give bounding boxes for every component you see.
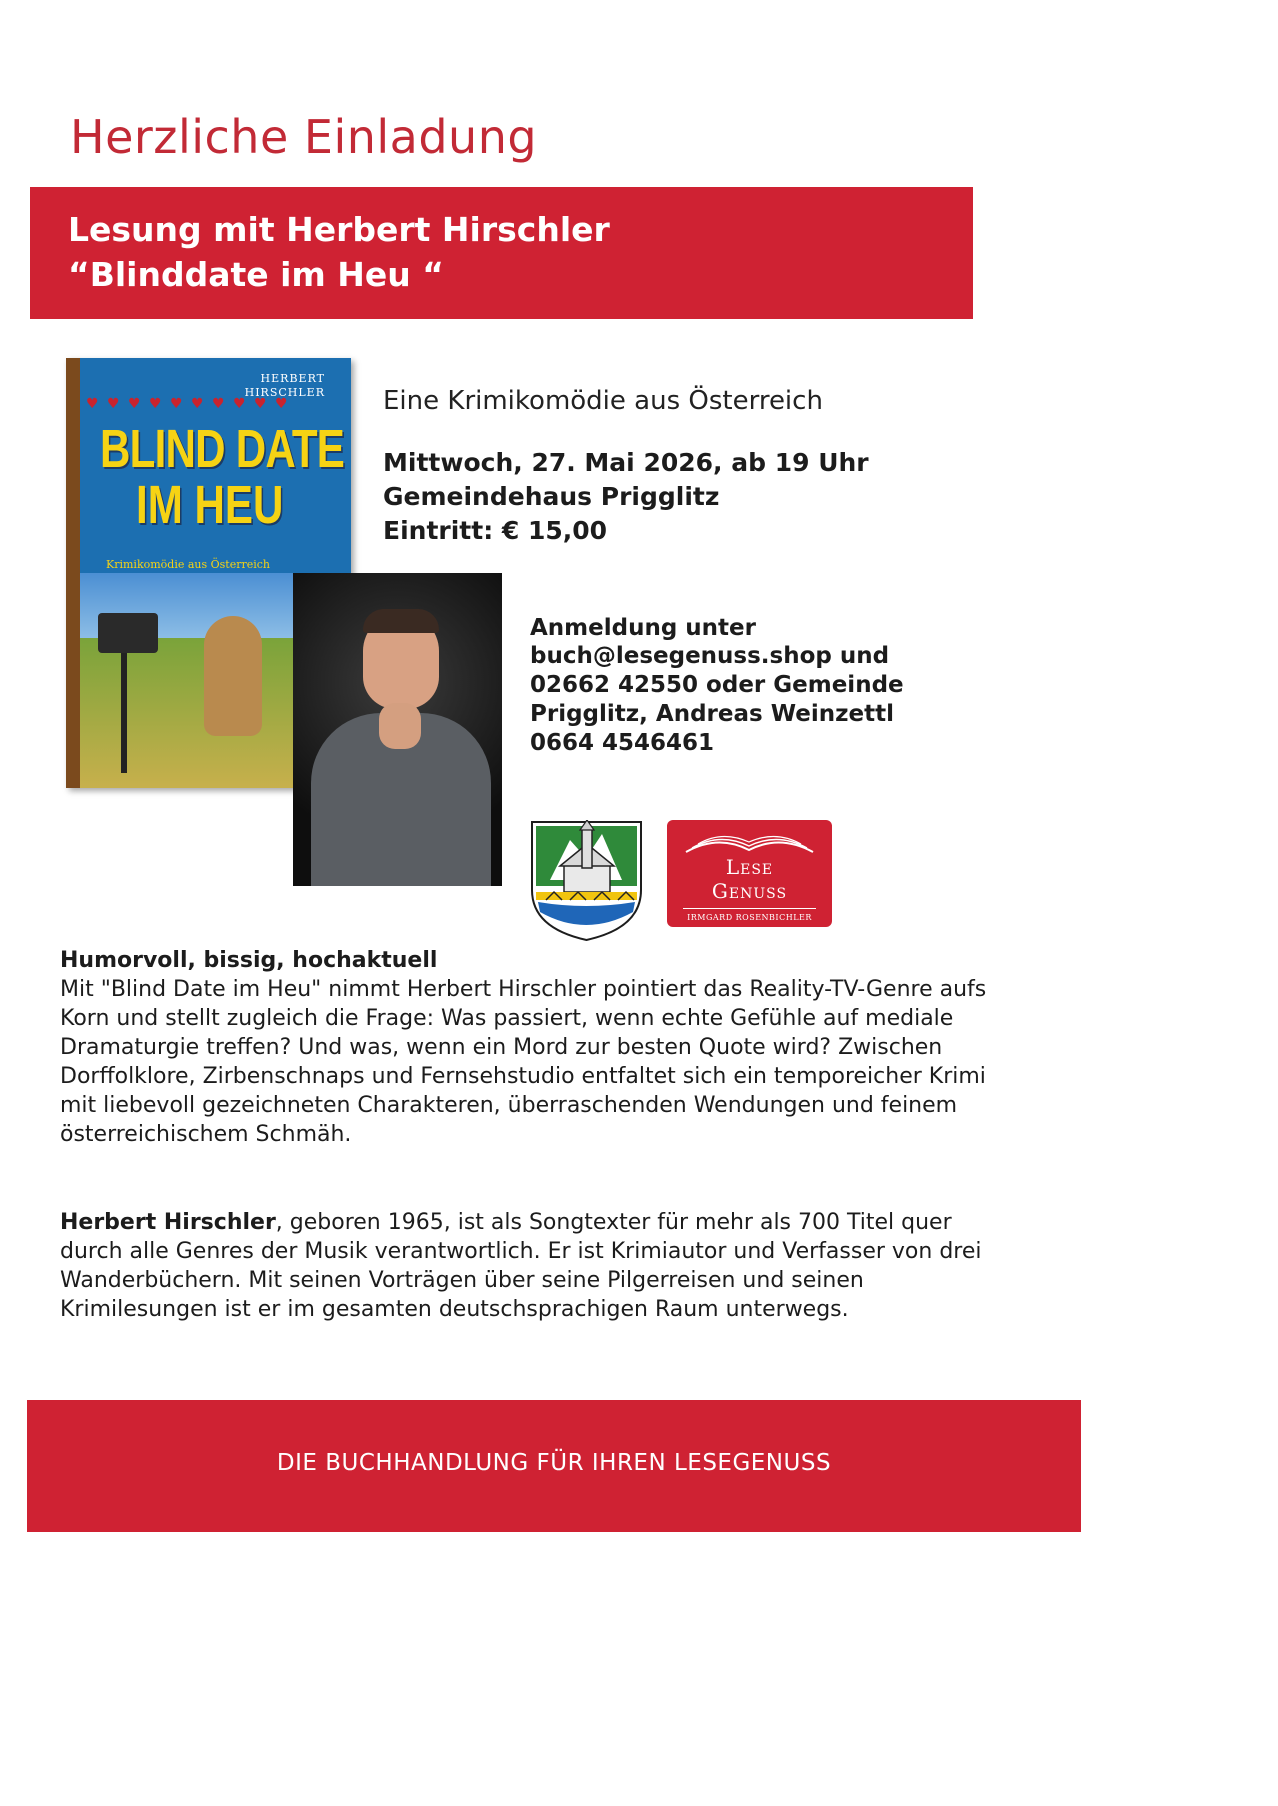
registration-line-4: Prigglitz, Andreas Weinzettl — [530, 701, 894, 727]
cover-author-first: HERBERT — [260, 372, 325, 385]
cover-cow — [204, 616, 262, 736]
cover-camera — [98, 613, 158, 653]
cover-subtitle: Krimikomödie aus Österreich — [106, 558, 271, 571]
portrait-hair — [363, 609, 439, 633]
banner-line-1: Lesung mit Herbert Hirschler — [68, 210, 610, 249]
pitch-heading: Humorvoll, bissig, hochaktuell — [60, 948, 438, 973]
event-fee: Eintritt: € 15,00 — [383, 516, 608, 545]
logo-word-lese-text: Lese — [725, 855, 774, 879]
bio-author-name: Herbert Hirschler — [60, 1210, 276, 1235]
banner-line-2: “Blinddate im Heu “ — [68, 255, 444, 294]
logo-divider — [683, 908, 816, 909]
cover-title-line-2: IM HEU — [136, 475, 284, 535]
logo-owner: IRMGARD ROSENBICHLER — [687, 913, 812, 922]
bio-text: , geboren 1965, ist als Songtexter für mehr als 700 Titel quer durch alle Genres der Musik verantwortlich. Er ist Krimiautor und Verfasser von drei Wanderbüchern. Mit seinen Vorträgen über seine Pilgerreisen und seinen Krimilesungen ist er im gesamten deutschsprachigen Raum unterwegs. — [60, 1210, 982, 1322]
registration-line-1: Anmeldung unter — [530, 615, 756, 641]
cover-title-line-1: BLIND DATE — [100, 419, 345, 479]
event-venue: Gemeindehaus Prigglitz — [383, 482, 720, 511]
portrait-hand — [379, 703, 421, 749]
municipality-crest-icon — [530, 820, 643, 942]
registration-line-3: 02662 42550 oder Gemeinde — [530, 672, 904, 698]
event-date: Mittwoch, 27. Mai 2026, ab 19 Uhr — [383, 448, 869, 477]
cover-author-last: HIRSCHLER — [244, 386, 325, 399]
pitch-paragraph: Mit "Blind Date im Heu" nimmt Herbert Hirschler pointiert das Reality-TV-Genre aufs Korn und stellt zugleich die Frage: Was passiert, wenn echte Gefühle auf mediale Dramaturgie treffen? Und was, wenn ein Mord zur besten Quote wird? Zwischen Dorffolklore, Zirbenschnaps und Fernsehstudio entfaltet sich ein temporeicher Krimi mit liebevoll gezeichneten Charakteren, überraschenden Wendungen und feinem österreichischem Schmäh. — [60, 977, 987, 1147]
event-subtitle: Eine Krimikomödie aus Österreich — [383, 386, 823, 416]
footer-tagline: DIE BUCHHANDLUNG FÜR IHREN LESEGENUSS — [276, 1450, 832, 1476]
logo-word-genuss-text: Genuss — [711, 879, 788, 903]
page-title: Herzliche Einladung — [70, 110, 538, 164]
title-banner — [30, 187, 973, 319]
cover-tripod — [121, 653, 127, 773]
registration-line-2: buch@lesegenuss.shop und — [530, 643, 890, 669]
lesegenuss-logo — [667, 820, 832, 927]
author-portrait — [293, 573, 502, 886]
cover-spine — [66, 358, 80, 788]
logo-word-lese — [667, 855, 832, 879]
cover-hearts-garland: ♥ ♥ ♥ ♥ ♥ ♥ ♥ ♥ ♥ ♥ — [86, 396, 290, 412]
author-bio-paragraph — [60, 1208, 1020, 1324]
open-book-icon — [684, 830, 815, 854]
registration-line-5: 0664 4546461 — [530, 730, 715, 756]
logo-word-genuss — [667, 879, 832, 903]
